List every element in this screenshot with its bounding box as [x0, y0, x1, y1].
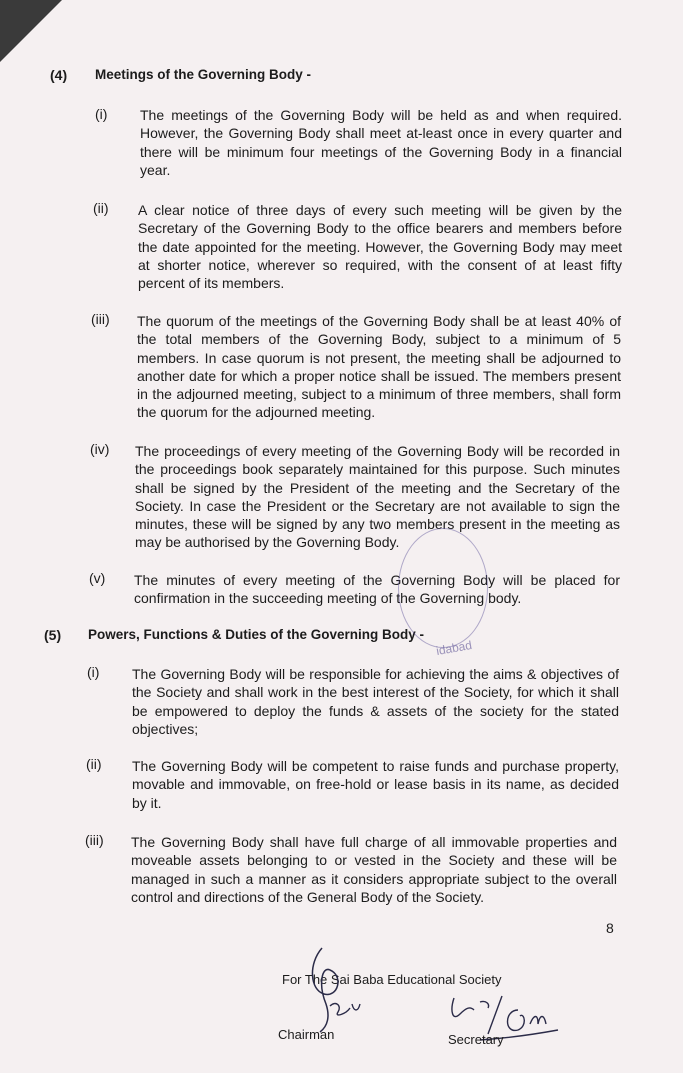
section-4-item-4-text: The proceedings of every meeting of the Governing Body will be recorded in the proceedings book separately maintained for this purpose. Such minutes shall be signed by the President of the meeting and the Secretary of the Society. In case the President or the Secretary are not available to sign the minutes, these will be signed by any two members present in the meeting as may be authorised by the Governing Body.	[135, 443, 620, 551]
section-4-item-3-number: (iii)	[91, 311, 110, 327]
section-4-item-4-number: (iv)	[90, 441, 110, 457]
section-5-item-2-number: (ii)	[86, 756, 102, 772]
section-4-item-5-text: The minutes of every meeting of the Governing Body will be placed for confirmation in the succeeding meeting of the Governing body.	[134, 572, 620, 607]
section-4-item-2-number: (ii)	[93, 200, 109, 216]
secretary-label: Secretary	[448, 1032, 504, 1047]
seal-text: idabad	[435, 637, 473, 659]
section-4-item-5-number: (v)	[89, 570, 106, 586]
section-5-item-1-text: The Governing Body will be responsible for achieving the aims & objectives of the Society and shall work in the best interest of the Society, for which it shall be empowered to deploy the funds & assets of the society for the stated objectives;	[132, 666, 619, 737]
section-4-item-1-number: (i)	[95, 106, 108, 122]
section-5-item-3-number: (iii)	[85, 832, 104, 848]
chairman-signature	[300, 942, 370, 1034]
society-seal	[398, 528, 488, 648]
section-5-item-1-number: (i)	[87, 664, 100, 680]
section-4-item-1-text: The meetings of the Governing Body will be held as and when required. However, the Governing Body shall meet at-least once in every quarter and there will be minimum four meetings of the Governing Body in a financial year.	[140, 107, 622, 178]
section-5-title: Powers, Functions & Duties of the Governing Body -	[88, 627, 425, 642]
section-4-item-2-text: A clear notice of three days of every such meeting will be given by the Secretary of the Governing Body to the office bearers and members before the date appointed for the meeting. However, the Governing Body may meet at shorter notice, wherever so required, with the consent of at least fifty percent of its members.	[138, 202, 622, 292]
footer-organization: For The Sai Baba Educational Society	[282, 972, 502, 987]
page-number: 8	[606, 920, 614, 936]
section-4-number: (4)	[50, 67, 68, 83]
folded-corner	[0, 0, 62, 62]
section-5-item-2-text: The Governing Body will be competent to raise funds and purchase property, movable and immovable, on free-hold or lease basis in its name, as decided by it.	[132, 758, 619, 811]
section-5-item-3-text: The Governing Body shall have full charge of all immovable properties and moveable assets belonging to or vested in the Society and these will be managed in such a manner as it considers appropriate subject to the overall control and directions of the General Body of the Society.	[131, 834, 617, 905]
section-4-title: Meetings of the Governing Body -	[95, 67, 312, 82]
section-4-item-3-text: The quorum of the meetings of the Governing Body shall be at least 40% of the total members of the Governing Body, subject to a minimum of 5 members. In case quorum is not present, the meeting shall be adjourned to another date for which a proper notice shall be issued. The members present in the adjourned meeting, subject to a minimum of three members, shall form the quorum for the adjourned meeting.	[137, 313, 621, 421]
chairman-label: Chairman	[278, 1027, 335, 1042]
section-5-number: (5)	[44, 627, 62, 643]
